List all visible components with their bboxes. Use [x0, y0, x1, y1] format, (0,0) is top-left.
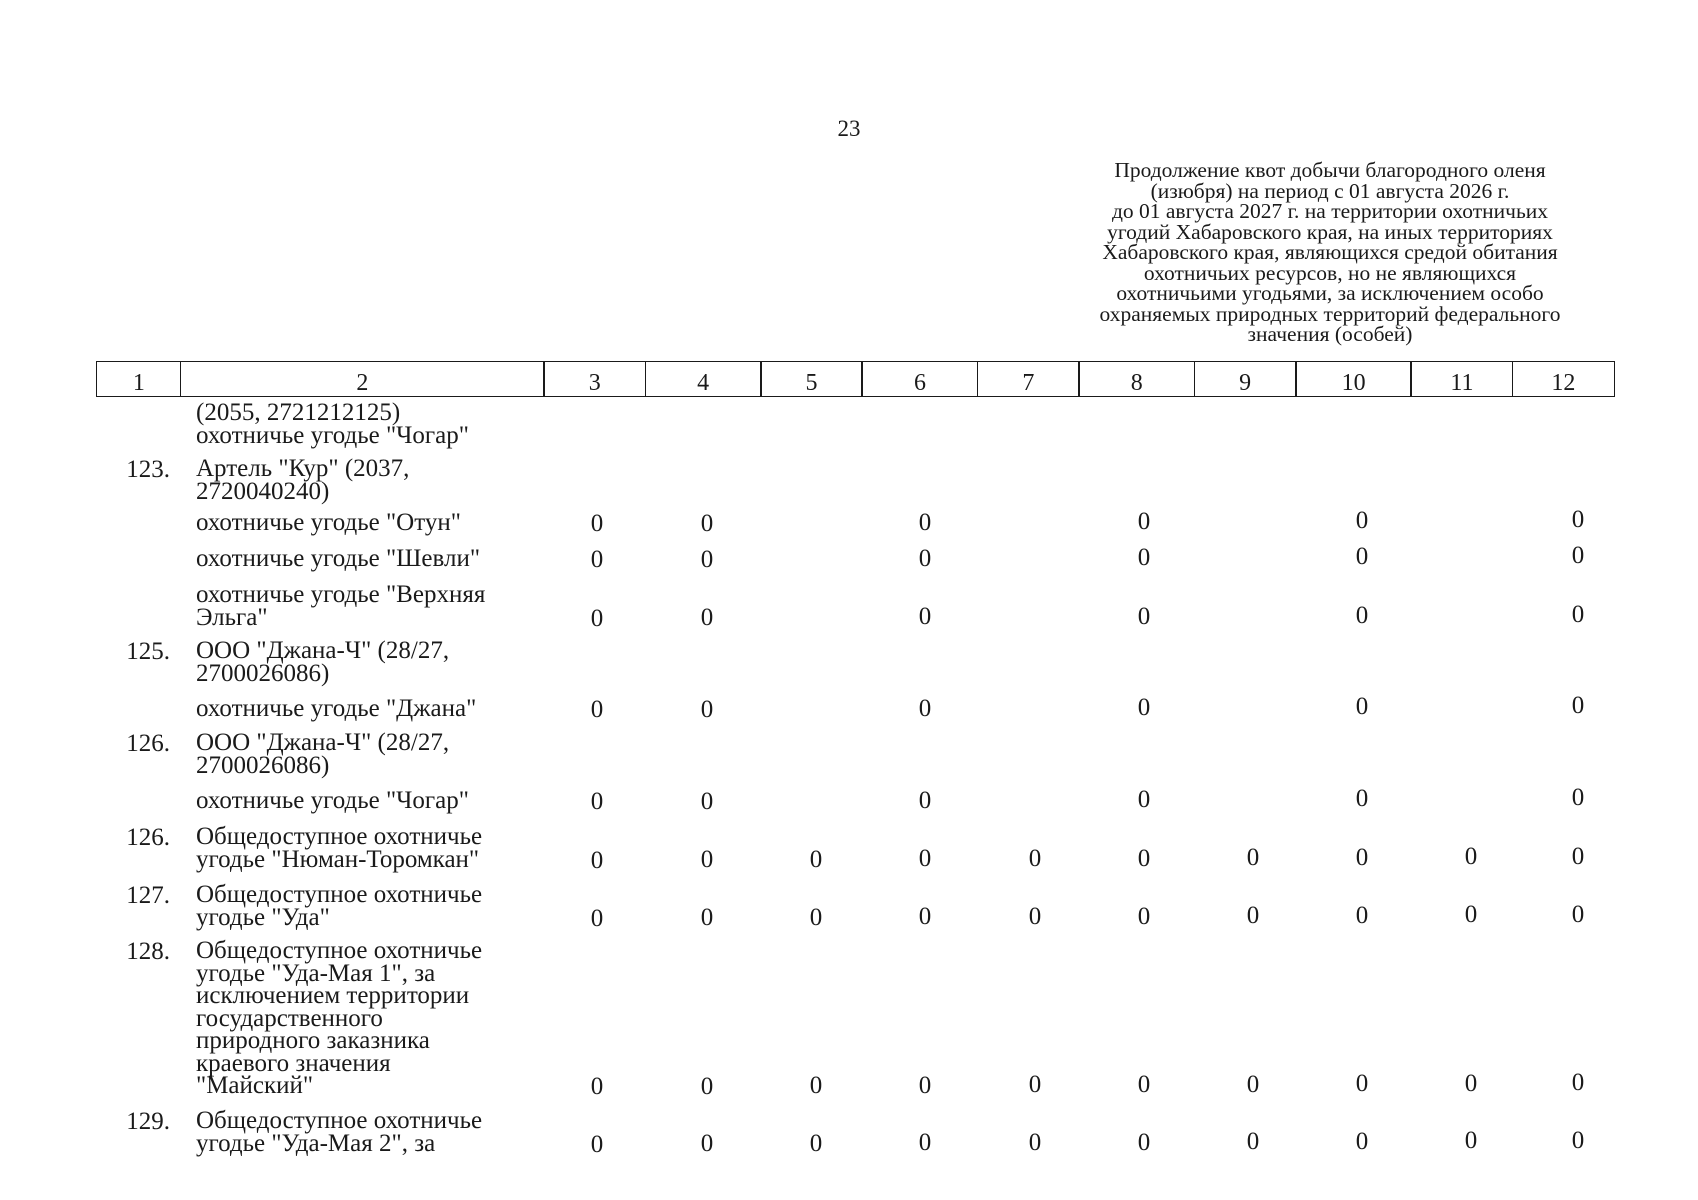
cell-col-4: 0: [700, 1072, 714, 1100]
row-number: 126.: [126, 824, 170, 851]
cell-col-6: 0: [918, 508, 932, 536]
cell-col-8: 0: [1137, 602, 1151, 630]
caption-line: Продолжение квот добычи благородного оленя: [1114, 158, 1546, 182]
row-name-line: 2700026086): [196, 751, 330, 779]
cell-col-4: 0: [700, 846, 714, 874]
cell-col-10: 0: [1355, 785, 1369, 813]
cell-col-10: 0: [1355, 1070, 1369, 1098]
row-name-line: Общедоступное охотничье: [196, 881, 483, 908]
row-number: 123.: [126, 456, 170, 483]
cell-col-5: 0: [809, 903, 823, 931]
row-name-line: 2700026086): [196, 659, 330, 687]
table-caption: [1060, 160, 1600, 345]
row-name: [196, 399, 556, 449]
cell-col-9: 0: [1246, 1128, 1260, 1156]
header-cell-8: 8: [1078, 361, 1195, 397]
row-name: [196, 637, 556, 687]
row-name-line: природного заказника: [196, 1027, 430, 1054]
header-cell-10: 10: [1295, 361, 1412, 397]
cell-col-10: 0: [1355, 507, 1369, 535]
caption-line: значения (особей): [1247, 322, 1413, 346]
cell-col-5: 0: [809, 1129, 823, 1157]
row-name-line: угодье "Уда": [196, 903, 330, 931]
cell-col-10: 0: [1355, 601, 1369, 629]
cell-col-3: 0: [590, 1130, 604, 1158]
cell-col-6: 0: [918, 603, 932, 631]
page-number: 23: [837, 116, 861, 141]
cell-col-7: 0: [1028, 844, 1042, 872]
row-name-line: Артель "Кур" (2037,: [196, 455, 410, 482]
cell-col-12: 0: [1571, 842, 1585, 870]
cell-col-7: 0: [1028, 1128, 1042, 1156]
cell-col-10: 0: [1355, 843, 1369, 871]
row-name-line: Эльга": [196, 603, 268, 631]
header-cell-11: 11: [1410, 361, 1513, 397]
header-cell-7: 7: [977, 361, 1080, 397]
cell-col-11: 0: [1464, 901, 1478, 929]
row-name-line: охотничье угодье "Чогар": [196, 421, 469, 449]
row-name-line: "Майский": [196, 1072, 314, 1099]
caption-line: Хабаровского края, являющихся средой обитания: [1102, 240, 1558, 264]
cell-col-4: 0: [700, 1130, 714, 1158]
cell-col-4: 0: [700, 695, 714, 723]
cell-col-6: 0: [918, 1071, 932, 1099]
cell-col-8: 0: [1137, 844, 1151, 872]
cell-col-5: 0: [809, 845, 823, 873]
row-name-line: охотничье угодье "Джана": [196, 695, 477, 722]
row-name-line: угодье "Уда-Мая 2", за: [196, 1129, 436, 1157]
row-name: [196, 937, 556, 1099]
row-name-line: охотничье угодье "Чогар": [196, 787, 469, 814]
header-cell-1: 1: [96, 361, 181, 397]
cell-col-12: 0: [1571, 600, 1585, 628]
header-cell-2: 2: [180, 361, 545, 397]
cell-col-4: 0: [700, 787, 714, 815]
cell-col-3: 0: [590, 788, 604, 815]
caption-line: (изюбря) на период с 01 августа 2026 г.: [1150, 178, 1510, 203]
cell-col-10: 0: [1355, 901, 1369, 929]
cell-col-12: 0: [1571, 900, 1585, 928]
cell-col-10: 0: [1355, 693, 1369, 721]
cell-col-8: 0: [1137, 508, 1151, 535]
row-name-line: краевого значения: [196, 1049, 391, 1077]
cell-col-6: 0: [918, 694, 932, 722]
row-name-line: охотничье угодье "Отун": [196, 509, 461, 536]
header-cell-4: 4: [645, 361, 762, 397]
caption-line: до 01 августа 2027 г. на территории охотничьих: [1111, 199, 1549, 223]
cell-col-11: 0: [1464, 1127, 1478, 1155]
cell-col-6: 0: [918, 544, 932, 572]
row-name-line: ООО "Джана-Ч" (28/27,: [196, 637, 450, 664]
row-name-line: Общедоступное охотничье: [196, 937, 483, 964]
cell-col-4: 0: [700, 604, 714, 632]
row-name: [196, 1107, 556, 1157]
caption-line: охотничьих ресурсов, но не являющихся: [1143, 260, 1517, 285]
row-name-line: охотничье угодье "Верхняя: [196, 581, 486, 608]
row-name-line: исключением территории: [196, 982, 470, 1009]
cell-col-8: 0: [1137, 1071, 1151, 1098]
row-name-line: охотничье угодье "Шевли": [196, 545, 481, 572]
cell-col-3: 0: [590, 510, 604, 537]
cell-col-11: 0: [1464, 843, 1478, 871]
row-name-line: 2720040240): [196, 477, 330, 505]
cell-col-3: 0: [590, 696, 604, 723]
row-name-line: Общедоступное охотничье: [196, 1107, 483, 1134]
cell-col-8: 0: [1137, 694, 1151, 721]
table-header: [98, 361, 1615, 397]
row-name: [196, 695, 556, 722]
cell-col-4: 0: [700, 904, 714, 932]
row-number: 127.: [126, 882, 170, 909]
cell-col-6: 0: [918, 786, 932, 814]
row-name: [196, 581, 556, 631]
cell-col-12: 0: [1571, 506, 1585, 534]
cell-col-9: 0: [1246, 844, 1260, 872]
cell-col-11: 0: [1464, 1069, 1478, 1097]
row-number: 126.: [126, 730, 170, 757]
cell-col-8: 0: [1137, 544, 1151, 571]
row-name-line: (2055, 2721212125): [196, 399, 401, 426]
cell-col-3: 0: [590, 846, 604, 874]
cell-col-8: 0: [1137, 786, 1151, 813]
cell-col-9: 0: [1246, 902, 1260, 930]
cell-col-12: 0: [1571, 784, 1585, 812]
cell-col-12: 0: [1571, 542, 1585, 570]
cell-col-7: 0: [1028, 1071, 1042, 1099]
row-name: [196, 545, 556, 572]
cell-col-9: 0: [1246, 1070, 1260, 1098]
cell-col-4: 0: [700, 545, 714, 573]
row-name: [196, 787, 556, 814]
row-name-line: государственного: [196, 1004, 383, 1032]
header-cell-3: 3: [543, 361, 646, 397]
header-cell-6: 6: [861, 361, 978, 397]
cell-col-6: 0: [918, 1129, 932, 1157]
row-number: 125.: [126, 638, 170, 665]
caption-line: охотничьими угодьями, за исключением особо: [1116, 281, 1544, 305]
cell-col-10: 0: [1355, 1127, 1369, 1155]
row-name-line: Общедоступное охотничье: [196, 823, 483, 850]
cell-col-10: 0: [1355, 543, 1369, 571]
row-name: [196, 823, 556, 873]
caption-line: охраняемых природных территорий федерального: [1099, 301, 1561, 326]
cell-col-3: 0: [590, 546, 604, 573]
header-cell-12: 12: [1512, 361, 1615, 397]
cell-col-12: 0: [1571, 1126, 1585, 1154]
cell-col-5: 0: [809, 1072, 823, 1100]
cell-col-8: 0: [1137, 1128, 1151, 1156]
cell-col-3: 0: [590, 604, 604, 632]
cell-col-12: 0: [1571, 1069, 1585, 1097]
row-name-line: ООО "Джана-Ч" (28/27,: [196, 729, 450, 756]
cell-col-12: 0: [1571, 692, 1585, 720]
header-cell-5: 5: [760, 361, 863, 397]
row-name: [196, 509, 556, 536]
row-name: [196, 455, 556, 505]
row-name-line: угодье "Нюман-Торомкан": [196, 845, 480, 873]
row-name-line: угодье "Уда-Мая 1", за: [196, 959, 436, 987]
cell-col-6: 0: [918, 903, 932, 931]
header-cell-9: 9: [1194, 361, 1297, 397]
cell-col-6: 0: [918, 845, 932, 873]
row-number: 128.: [126, 938, 170, 965]
row-name: [196, 881, 556, 931]
cell-col-3: 0: [590, 904, 604, 932]
cell-col-3: 0: [590, 1073, 604, 1100]
cell-col-7: 0: [1028, 902, 1042, 930]
cell-col-4: 0: [700, 509, 714, 537]
caption-line: угодий Хабаровского края, на иных территориях: [1107, 219, 1553, 244]
row-name: [196, 729, 556, 779]
row-number: 129.: [126, 1108, 170, 1135]
cell-col-8: 0: [1137, 902, 1151, 930]
